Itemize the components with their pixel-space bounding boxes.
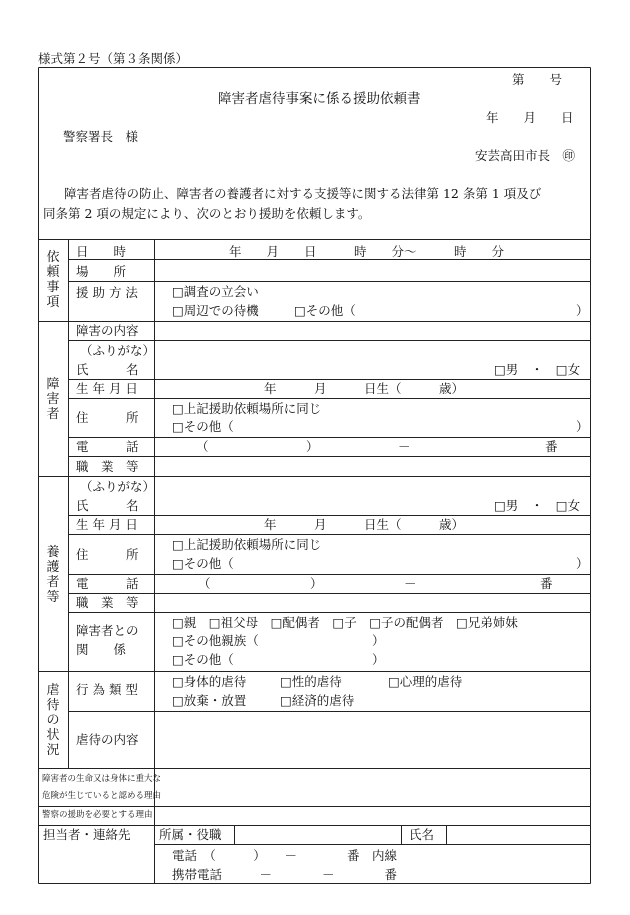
police-reason-label: 警察の援助を必要とする理由 — [42, 810, 153, 820]
abuse-section-label: 虐待の状況 — [46, 683, 60, 758]
victim-birth-value: 年 月 日生（ 歳） — [264, 381, 465, 396]
abuse-type-psychological[interactable]: □心理的虐待 — [388, 674, 463, 689]
victim-birth-label: 生 年 月 日 — [76, 381, 138, 396]
caregiver-phone-label: 電 話 — [76, 576, 139, 591]
form-number: 様式第２号（第３条関係） — [38, 51, 189, 66]
caregiver-address-close: ） — [576, 556, 589, 571]
document-date: 年 月 日 — [486, 110, 574, 125]
victim-phone-dash: － — [398, 439, 411, 454]
document-number: 第 号 — [512, 72, 563, 87]
caregiver-phone-close: ） — [310, 576, 323, 591]
abuse-type-physical[interactable]: □身体的虐待 — [172, 674, 247, 689]
place-label: 場 所 — [76, 264, 127, 279]
abuse-type-neglect[interactable]: □放棄・放置 — [172, 693, 247, 708]
affiliation-label: 所属・役職 — [159, 827, 222, 842]
caregiver-address-same[interactable]: □上記援助依頼場所に同じ — [172, 537, 322, 552]
victim-phone-open: （ — [196, 439, 209, 454]
intro-text-line-2: 同条第 2 項の規定により、次のとおり援助を依頼します。 — [43, 206, 371, 221]
method-option-standby[interactable]: □周辺での待機 — [172, 303, 259, 318]
victim-phone-close: ） — [306, 439, 319, 454]
relation-other-family-close: ） — [372, 633, 385, 648]
method-label: 援 助 方 法 — [76, 285, 138, 300]
victim-address-close: ） — [576, 419, 589, 434]
request-section-label: 依頼事項 — [46, 250, 60, 310]
caregiver-name-label: 氏 名 — [76, 498, 139, 513]
victim-address-other[interactable]: □その他（ — [172, 419, 234, 434]
victim-job-label: 職 業 等 — [76, 459, 139, 474]
victim-phone-ban: 番 — [545, 439, 558, 454]
caregiver-phone-open: （ — [198, 576, 211, 591]
victim-name-label: 氏 名 — [76, 362, 139, 377]
contact-name-label: 氏名 — [409, 827, 435, 842]
disability-label: 障害の内容 — [76, 323, 139, 338]
victim-address-same[interactable]: □上記援助依頼場所に同じ — [172, 401, 322, 416]
method-option-witness[interactable]: □調査の立会い — [172, 284, 259, 299]
abuse-type-economic[interactable]: □経済的虐待 — [280, 693, 355, 708]
danger-reason-label-line-2: 危険が生じていると認める理由 — [42, 791, 162, 801]
relation-options[interactable]: □親 □祖父母 □配偶者 □子 □子の配偶者 □兄弟姉妹 — [172, 615, 518, 630]
document-title: 障害者虐待事案に係る援助依頼書 — [218, 91, 421, 107]
victim-furigana-label: （ふりがな） — [80, 343, 156, 358]
caregiver-job-label: 職 業 等 — [76, 595, 139, 610]
victim-phone-label: 電 話 — [76, 439, 139, 454]
caregiver-birth-label: 生 年 月 日 — [76, 517, 138, 532]
addressee: 警察署長 様 — [63, 129, 139, 144]
relation-label-line-2: 関 係 — [76, 642, 127, 657]
contact-mobile-line: 携帯電話 － － 番 — [172, 867, 398, 882]
caregiver-furigana-label: （ふりがな） — [80, 479, 156, 494]
caregiver-gender-options[interactable]: □男 ・ □女 — [494, 498, 581, 513]
abuse-type-label: 行 為 類 型 — [76, 682, 138, 697]
datetime-label: 日 時 — [76, 244, 127, 259]
abuse-type-sexual[interactable]: □性的虐待 — [280, 674, 342, 689]
victim-section-label: 障害者 — [46, 377, 60, 422]
caregiver-phone-dash: － — [404, 576, 417, 591]
sender: 安芸高田市長 ㊞ — [475, 148, 576, 163]
datetime-value: 年 月 日 時 分～ 時 分 — [229, 244, 505, 259]
abuse-content-label: 虐待の内容 — [76, 732, 139, 747]
contact-label: 担当者・連絡先 — [43, 827, 131, 842]
method-other-close: ） — [576, 303, 589, 318]
relation-other-family[interactable]: □その他親族（ — [172, 633, 259, 648]
victim-address-label: 住 所 — [76, 410, 139, 425]
caregiver-section-label: 養護者等 — [46, 545, 60, 605]
caregiver-address-label: 住 所 — [76, 547, 139, 562]
intro-text-line-1: 障害者虐待の防止、障害者の養護者に対する支援等に関する法律第 12 条第 1 項及び — [64, 186, 542, 201]
relation-label-line-1: 障害者との — [76, 623, 139, 638]
danger-reason-label-line-1: 障害者の生命又は身体に重大な — [42, 774, 162, 784]
caregiver-birth-value: 年 月 日生（ 歳） — [264, 517, 465, 532]
contact-phone-line: 電話 （ ） － 番 内線 — [172, 848, 398, 863]
caregiver-phone-ban: 番 — [540, 576, 553, 591]
relation-other[interactable]: □その他（ — [172, 652, 234, 667]
victim-gender-options[interactable]: □男 ・ □女 — [494, 362, 581, 377]
method-option-other[interactable]: □その他（ — [294, 303, 356, 318]
caregiver-address-other[interactable]: □その他（ — [172, 556, 234, 571]
relation-other-close: ） — [372, 652, 385, 667]
